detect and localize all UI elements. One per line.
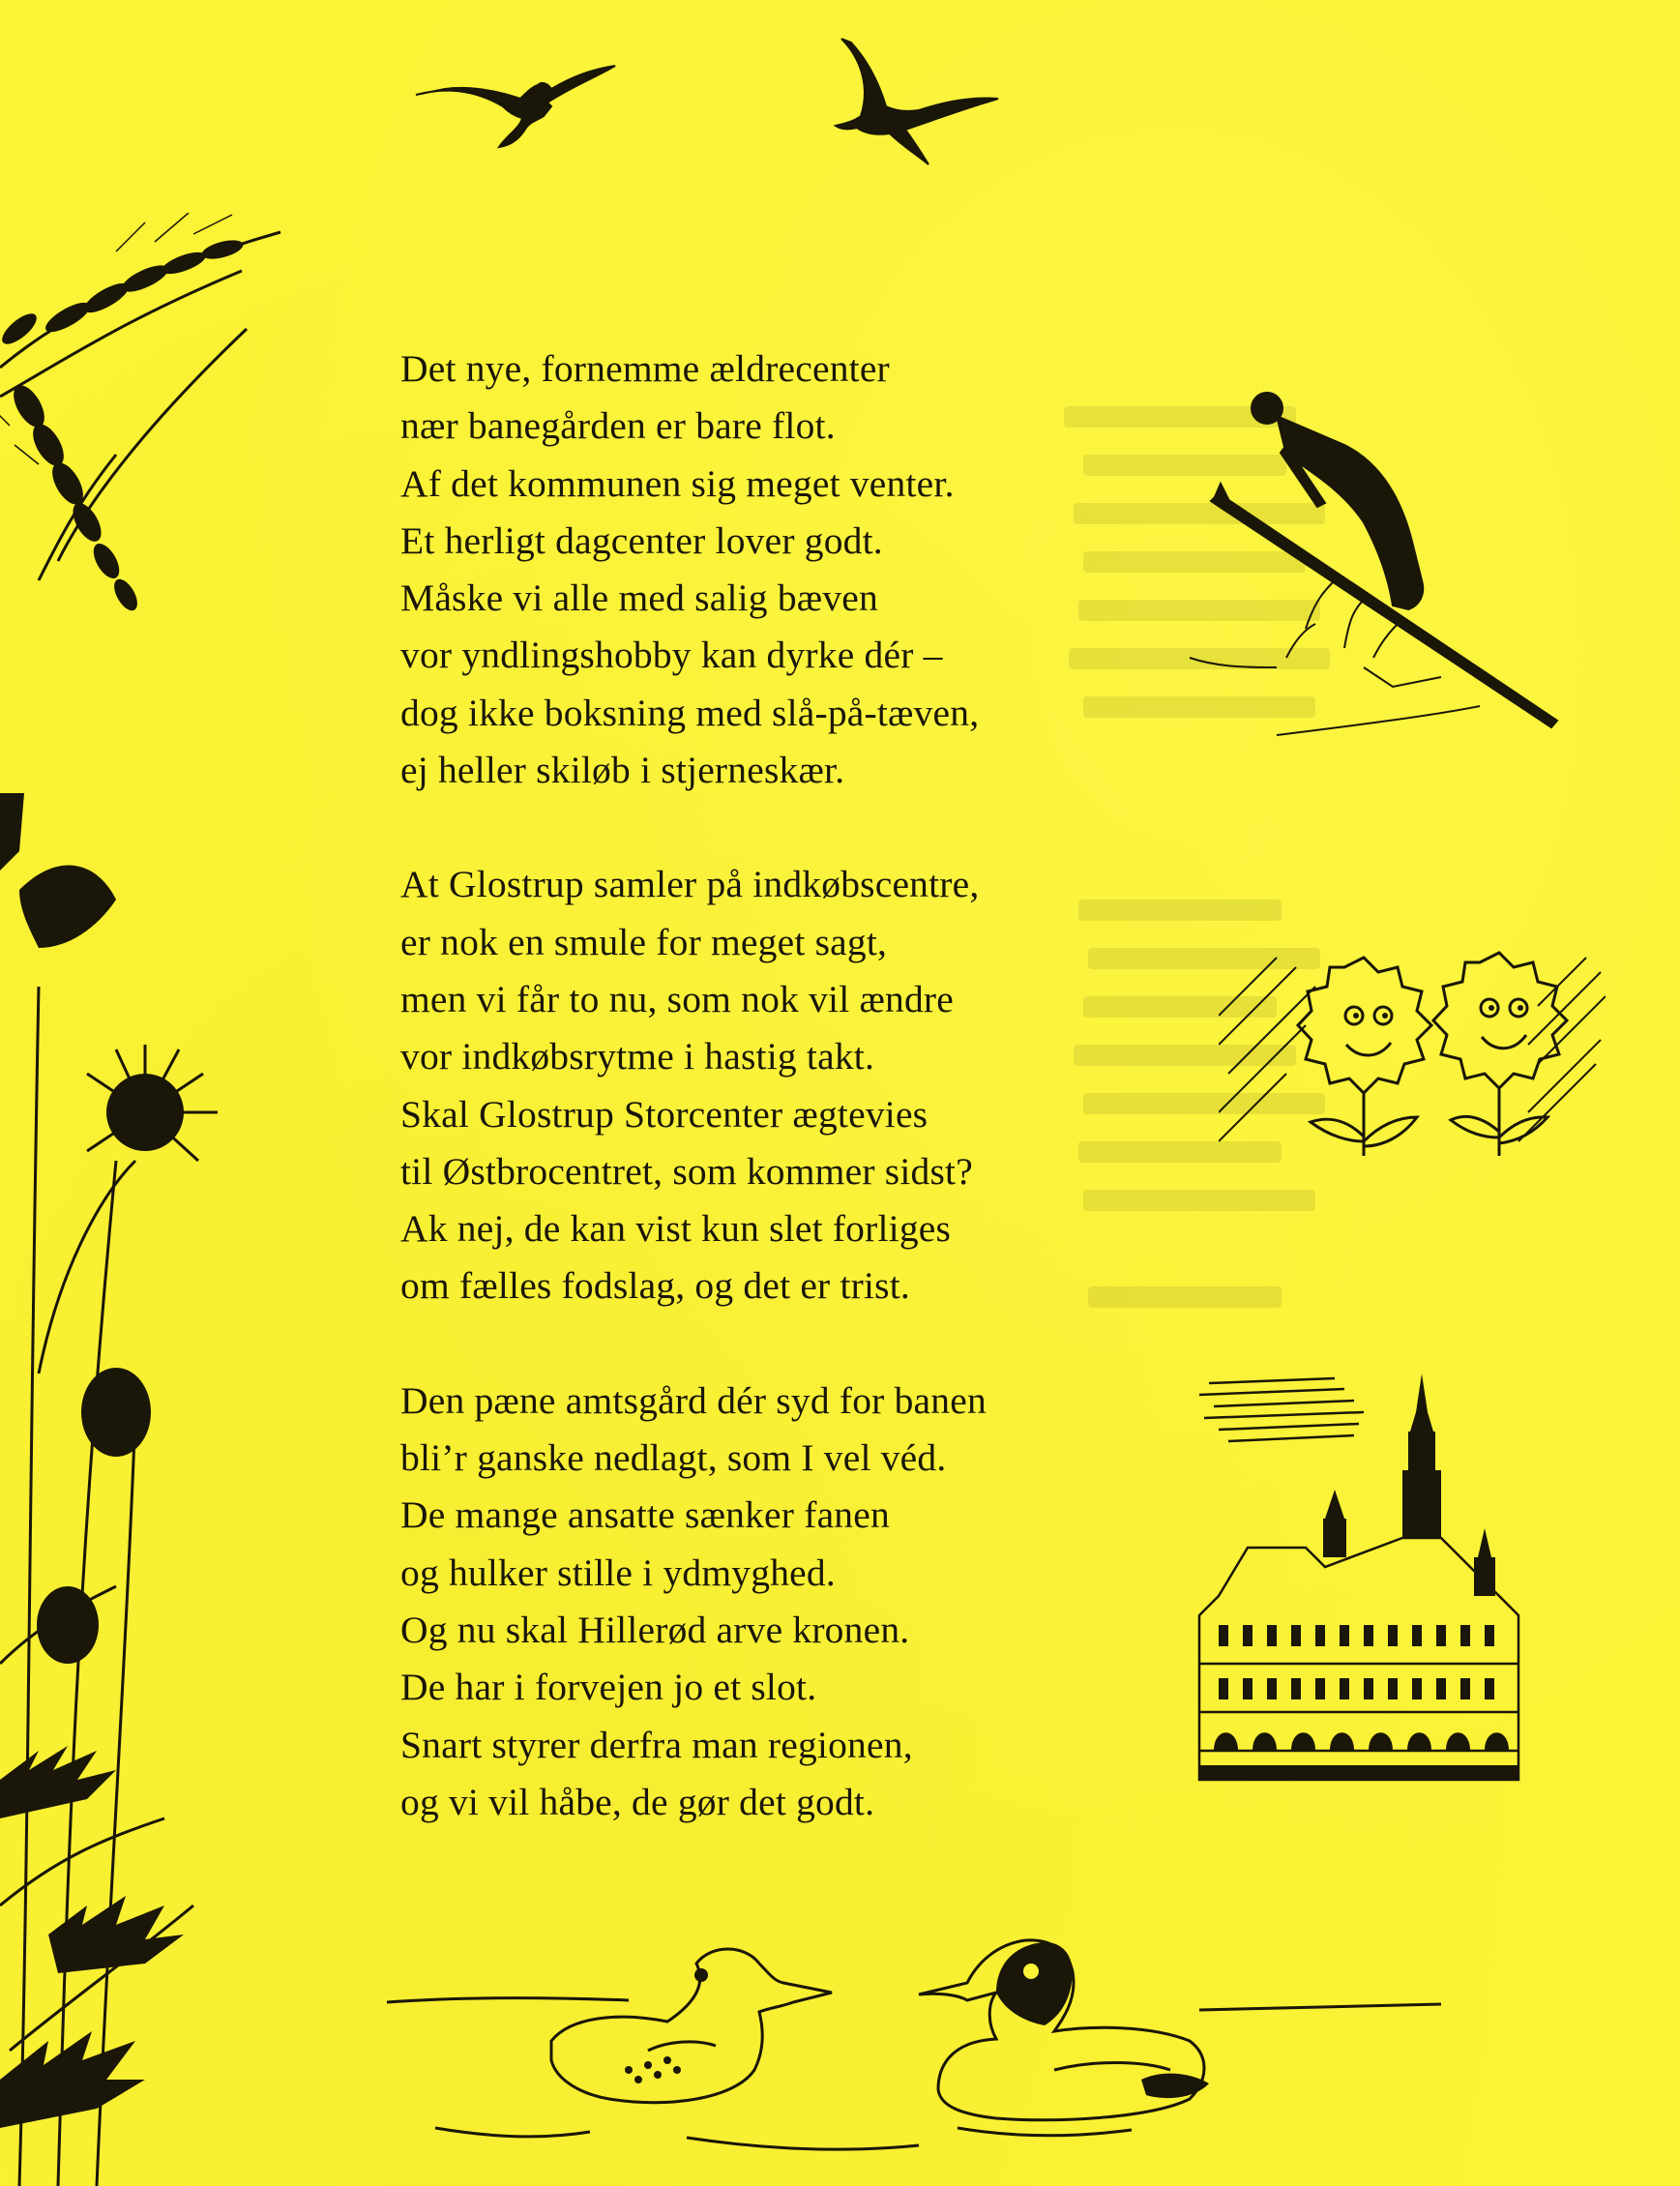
poem-line: men vi får to nu, som nok vil ændre: [400, 977, 954, 1020]
wheat-icon: [0, 213, 290, 716]
stanza-3: [400, 1373, 1213, 1831]
ducks-icon: [377, 1925, 1451, 2167]
smiling-flowers-illustration: [1219, 948, 1606, 1170]
poem-line: bli’r ganske nedlagt, som I vel véd.: [400, 1436, 947, 1480]
poem-line: Og nu skal Hillerød arve kronen.: [400, 1608, 910, 1651]
poem-line: er nok en smule for meget sagt,: [400, 920, 888, 963]
wheat-illustration: [0, 213, 290, 716]
poem: [400, 340, 1213, 1888]
poem-line: Snart styrer derfra man regionen,: [400, 1723, 913, 1766]
poem-line: nær banegården er bare flot.: [400, 404, 836, 448]
poem-line: vor yndlingshobby kan dyrke dér –: [400, 634, 943, 677]
thistles-icon: [0, 793, 232, 2186]
ski-jumper-icon: [1161, 377, 1567, 754]
poem-line: De mange ansatte sænker fanen: [400, 1493, 890, 1537]
poem-line: Et herligt dagcenter lover godt.: [400, 518, 883, 562]
ducks-illustration: [377, 1925, 1451, 2167]
poem-line: Skal Glostrup Storcenter ægtevies: [400, 1092, 928, 1136]
frederiksborg-castle-icon: [1190, 1374, 1547, 1799]
castle-illustration: [1190, 1374, 1547, 1799]
thistles-illustration: [0, 793, 232, 2186]
poem-line: Det nye, fornemme ældrecenter: [400, 347, 890, 390]
poem-line: ej heller skiløb i stjerneskær.: [400, 749, 845, 792]
flying-birds-icon: [406, 29, 1045, 174]
poem-line: Den pæne amtsgård dér syd for banen: [400, 1378, 987, 1422]
poem-line: om fælles fodslag, og det er trist.: [400, 1264, 910, 1308]
poem-line: til Østbrocentret, som kommer sidst?: [400, 1149, 973, 1193]
poem-line: De har i forvejen jo et slot.: [400, 1666, 817, 1709]
poem-line: og vi vil håbe, de gør det godt.: [400, 1780, 875, 1823]
poem-line: Af det kommunen sig meget venter.: [400, 461, 955, 505]
poem-line: dog ikke boksning med slå-på-tæven,: [400, 691, 980, 734]
poem-line: vor indkøbsrytme i hastig takt.: [400, 1035, 875, 1078]
poem-line: At Glostrup samler på indkøbscentre,: [400, 863, 980, 906]
poem-line: Ak nej, de kan vist kun slet forliges: [400, 1207, 952, 1251]
stanza-1: [400, 340, 1213, 799]
poem-line: Måske vi alle med salig bæven: [400, 576, 878, 620]
smiling-flowers-icon: [1219, 948, 1606, 1170]
ski-jumper-illustration: [1161, 377, 1567, 754]
birds-illustration: [406, 29, 1045, 174]
poem-line: og hulker stille i ydmyghed.: [400, 1551, 836, 1594]
stanza-2: [400, 856, 1213, 1315]
